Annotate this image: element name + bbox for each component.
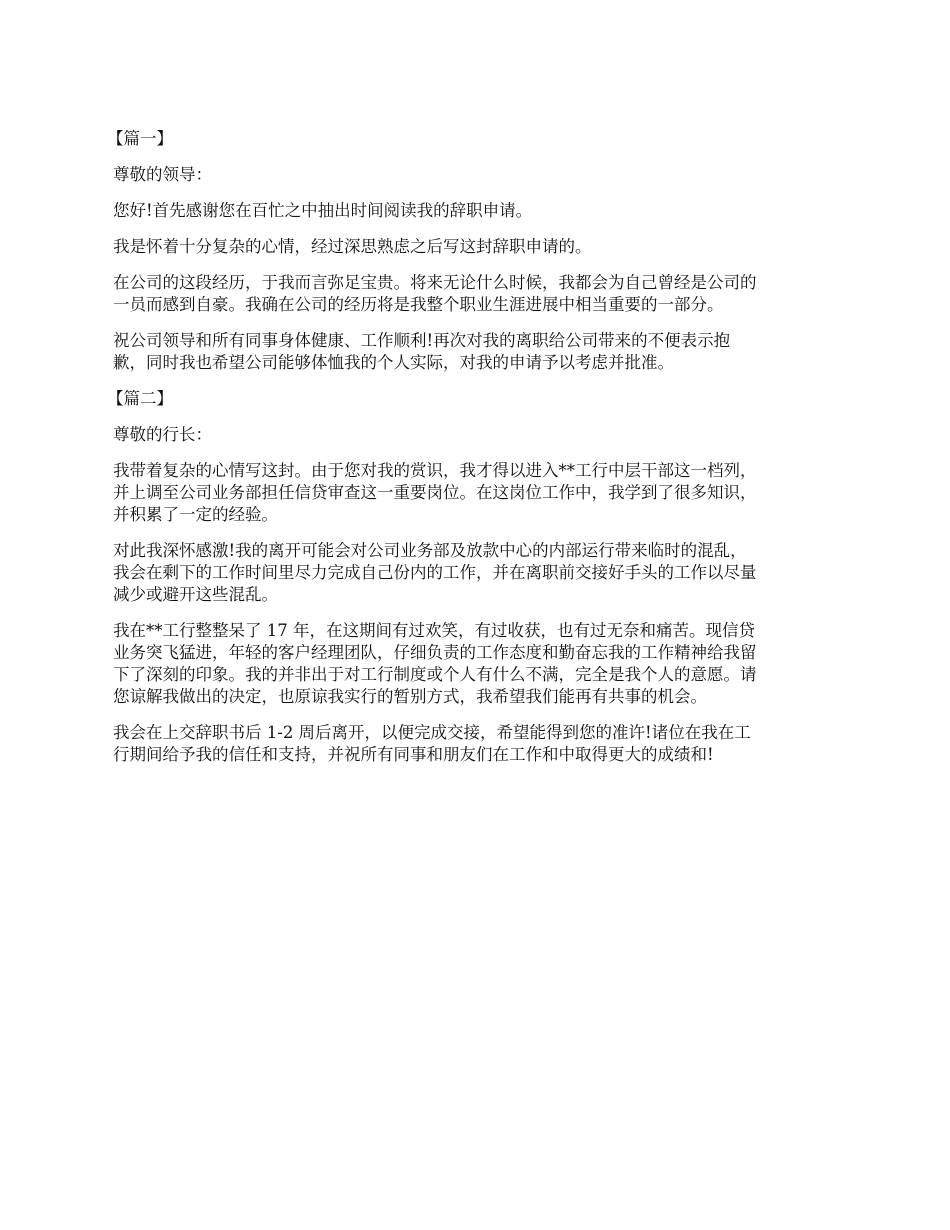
paragraph: 我在**工行整整呆了 17 年，在这期间有过欢笑，有过收获，也有过无奈和痛苦。现信贷 业务突飞猛进，年轻的客户经理团队，仔细负责的工作态度和勤奋忘我的工作精神给我留 下了深刻的印象。我的并非出于对工行制度或个人有什么不满，完全是我个人的意愿。请 您谅解我做出的决定，也原谅我实行的暂别方式，我希望我们能再有共事的机会。 xyxy=(113,621,757,706)
paragraph: 在公司的这段经历，于我而言弥足宝贵。将来无论什么时候，我都会为自己曾经是公司的 一员而感到自豪。我确在公司的经历将是我整个职业生涯进展中相当重要的一部分。 xyxy=(113,273,757,314)
paragraph: 我会在上交辞职书后 1-2 周后离开，以便完成交接，希望能得到您的准许!诸位在我在工 行期间给予我的信任和支持，并祝所有同事和朋友们在工作和中取得更大的成绩和! xyxy=(113,723,751,764)
salutation: 尊敬的行长： xyxy=(113,425,212,444)
document-body xyxy=(107,128,843,780)
section-heading: 【篇一】 xyxy=(107,129,173,148)
paragraph: 您好!首先感谢您在百忙之中抽出时间阅读我的辞职申请。 xyxy=(113,201,533,220)
paragraph: 我是怀着十分复杂的心情，经过深思熟虑之后写这封辞职申请的。 xyxy=(113,237,592,256)
paragraph: 对此我深怀感激!我的离开可能会对公司业务部及放款中心的内部运行带来临时的混乱， 我会在剩下的工作时间里尽力完成自己份内的工作，并在离职前交接好手头的工作以尽量 减少或避开这些混乱。 xyxy=(113,541,757,604)
section-heading: 【篇二】 xyxy=(107,389,173,408)
salutation: 尊敬的领导： xyxy=(113,165,212,184)
paragraph: 我带着复杂的心情写这封。由于您对我的赏识，我才得以进入**工行中层干部这一档列， 并上调至公司业务部担任信贷审查这一重要岗位。在这岗位工作中，我学到了很多知识， 并积累了一定的经验。 xyxy=(113,461,757,524)
paragraph: 祝公司领导和所有同事身体健康、工作顺利!再次对我的离职给公司带来的不便表示抱 歉，同时我也希望公司能够体恤我的个人实际，对我的申请予以考虑并批准。 xyxy=(113,331,731,372)
